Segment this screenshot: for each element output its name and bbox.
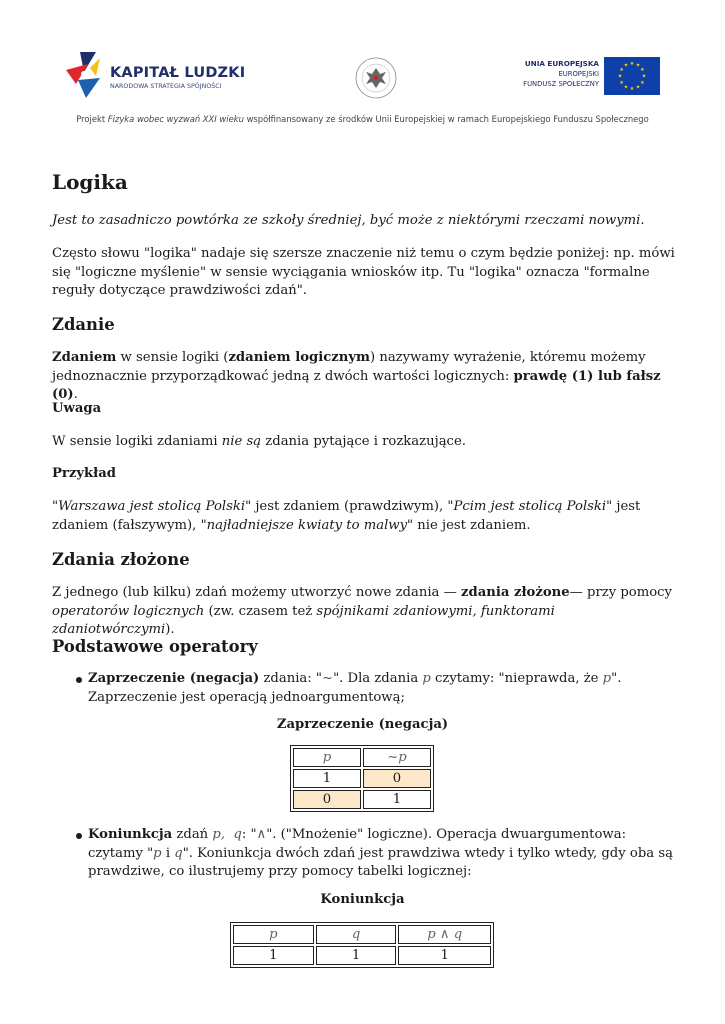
negation-term: Zaprzeczenie (negacja) xyxy=(88,671,260,686)
list-bullet xyxy=(76,677,82,683)
conjunction-text-5: ". Koniunkcja dwóch zdań jest prawdziwa wtedy i tylko wtedy, gdy oba są prawdziwe, co ilustrujemy przy pomocy tabelki logicznej: xyxy=(88,845,673,879)
kapital-ludzki-subtitle: NARODOWA STRATEGIA SPÓJNOŚCI xyxy=(110,83,222,90)
table-cell: 1 xyxy=(398,946,491,965)
kapital-ludzki-emblem-icon xyxy=(66,50,106,100)
zlozone-term: zdania złożone xyxy=(461,585,570,600)
conjunction-table-caption: Koniunkcja xyxy=(320,892,405,907)
page-title: Logika xyxy=(52,170,128,194)
zdanie-text-2: ) nazywamy wyrażenie, któremu możemy jednoznacznie przyporządkować jedną z dwóch wartości logicznych: xyxy=(52,350,646,384)
table-cell: 1 xyxy=(363,790,431,809)
conjunction-text-3: ". ("Mnożenie" logiczne). Operacja dwuargumentowa: czytamy " xyxy=(88,827,627,861)
negation-text-2: ". Dla zdania xyxy=(333,671,423,686)
eu-title: UNIA EUROPEJSKA xyxy=(524,59,599,68)
uwaga-text-2: zdania pytające i rozkazujące. xyxy=(261,434,466,449)
eu-line-3: FUNDUSZ SPOŁECZNY xyxy=(523,80,599,88)
svg-text:★: ★ xyxy=(619,80,624,86)
przyklad-example-1: Warszawa jest stolicą Polski xyxy=(58,499,246,514)
conjunction-vars: p, q xyxy=(212,827,242,842)
kapital-ludzki-logo xyxy=(66,50,246,100)
table-cell-highlighted: 0 xyxy=(363,769,431,788)
przyklad-text-3: " jest zdaniem (fałszywym), " xyxy=(52,499,641,533)
zlozone-operators: operatorów logicznych xyxy=(52,603,205,619)
przyklad-paragraph xyxy=(52,498,677,535)
table-cell: 1 xyxy=(316,946,397,965)
conjunction-text-4: i xyxy=(161,845,175,861)
subheading-uwaga: Uwaga xyxy=(52,401,102,416)
zlozone-synonyms: spójnikami zdaniowymi, funktorami zdaniotwórczymi xyxy=(52,603,555,637)
svg-text:★: ★ xyxy=(635,62,641,69)
przyklad-example-3: najładniejsze kwiaty to malwy xyxy=(206,517,408,533)
conjunction-var-p: p xyxy=(153,845,162,861)
section-heading-zdania-zlozone: Zdania złożone xyxy=(52,550,190,569)
svg-text:★: ★ xyxy=(640,67,645,73)
svg-text:★: ★ xyxy=(623,84,629,91)
kapital-ludzki-title: KAPITAŁ LUDZKI xyxy=(110,65,246,81)
project-suffix: współfinansowany ze środków Unii Europejskiej w ramach Europejskiego Funduszu Społecznego xyxy=(243,114,649,124)
table-header-cell: q xyxy=(316,925,397,944)
table-cell: 1 xyxy=(293,769,361,788)
zlozone-text-3: (zw. czasem też xyxy=(204,603,317,619)
negation-var-p-2: p xyxy=(602,671,612,686)
eu-fund-text xyxy=(505,59,599,89)
page-header xyxy=(0,0,725,140)
eu-flag-icon xyxy=(604,57,660,95)
zlozone-paragraph xyxy=(52,584,677,640)
zdanie-values: prawdę (1) lub fałsz (0) xyxy=(52,368,661,402)
table-header-cell: p ∧ q xyxy=(398,925,491,944)
uwaga-text-1: W sensie logiki zdaniami xyxy=(52,434,222,449)
conjunction-text-2: : " xyxy=(241,827,257,842)
subheading-przyklad: Przykład xyxy=(52,466,116,481)
intro-paragraph xyxy=(52,212,677,231)
table-header-cell: p xyxy=(233,925,314,944)
svg-text:★: ★ xyxy=(617,73,623,80)
negation-table-caption: Zaprzeczenie (negacja) xyxy=(276,717,449,732)
svg-text:★: ★ xyxy=(629,61,635,67)
zdanie-text-1: w sensie logiki ( xyxy=(116,350,229,365)
przyklad-text-1: " xyxy=(52,499,59,514)
intro-text: Jest to zasadniczo powtórka ze szkoły średniej, być może z niektórymi rzeczami nowymi. xyxy=(52,213,645,228)
svg-text:★: ★ xyxy=(635,84,641,91)
conjunction-var-q: q xyxy=(174,845,183,861)
uwaga-emphasis: nie są xyxy=(221,434,262,449)
svg-text:★: ★ xyxy=(619,67,624,73)
conjunction-list-item xyxy=(88,826,678,882)
table-header-cell: p xyxy=(293,748,361,767)
university-seal-icon xyxy=(354,56,398,100)
conjunction-truth-table xyxy=(230,922,494,968)
negation-text-1: zdania: " xyxy=(259,671,322,686)
project-statement xyxy=(0,114,725,124)
negation-text-4: ". Zaprzeczenie jest operacją jednoargumentową; xyxy=(88,671,622,705)
przyklad-text-4: " nie jest zdaniem. xyxy=(407,517,531,533)
zdanie-paragraph xyxy=(52,349,677,405)
table-cell-highlighted: 0 xyxy=(293,790,361,809)
conjunction-symbol: ∧ xyxy=(256,827,267,842)
table-cell: 1 xyxy=(233,946,314,965)
table-row xyxy=(293,769,431,788)
list-bullet xyxy=(76,833,82,839)
conjunction-text-1: zdań xyxy=(172,827,213,842)
table-row xyxy=(233,946,491,965)
eu-line-2: EUROPEJSKI xyxy=(558,70,599,78)
uwaga-paragraph xyxy=(52,433,677,452)
negation-symbol: ~ xyxy=(322,671,334,686)
table-header-cell: ~p xyxy=(363,748,431,767)
project-name: Fizyka wobec wyzwań XXI wieku xyxy=(107,114,244,124)
zlozone-text-1: Z jednego (lub kilku) zdań możemy utworzyć nowe zdania — xyxy=(52,585,461,600)
table-header-row xyxy=(233,925,491,944)
przyklad-example-2: Pcim jest stolicą Polski xyxy=(453,499,607,514)
svg-text:★: ★ xyxy=(641,73,647,80)
zdanie-term-2: zdaniem logicznym xyxy=(228,350,370,365)
project-prefix: Projekt xyxy=(76,114,108,124)
przyklad-text-2: " jest zdaniem (prawdziwym), " xyxy=(245,499,454,514)
zdanie-term: Zdaniem xyxy=(52,350,117,365)
svg-text:★: ★ xyxy=(640,80,645,86)
svg-text:★: ★ xyxy=(623,62,629,69)
zdanie-text-3: . xyxy=(73,387,78,402)
conjunction-term: Koniunkcja xyxy=(88,827,173,842)
negation-list-item xyxy=(88,670,678,707)
section-heading-zdanie: Zdanie xyxy=(52,315,115,334)
negation-text-3: czytamy: "nieprawda, że xyxy=(430,671,603,686)
negation-truth-table xyxy=(290,745,434,812)
negation-var-p: p xyxy=(422,671,431,686)
zlozone-text-4: ). xyxy=(165,622,175,637)
svg-text:★: ★ xyxy=(629,86,635,92)
section-heading-operatory: Podstawowe operatory xyxy=(52,637,258,656)
zlozone-text-2: — przy pomocy xyxy=(569,585,673,600)
table-header-row xyxy=(293,748,431,767)
logic-definition-paragraph: Często słowu "logika" nadaje się szersze znaczenie niż temu o czym będzie poniżej: np. mówi się "logiczne myślenie" w sensie wyciągania wniosków itp. Tu "logika" oznacza "formalne reguły dotyczące prawdziwości zdań". xyxy=(52,246,675,298)
table-row xyxy=(293,790,431,809)
